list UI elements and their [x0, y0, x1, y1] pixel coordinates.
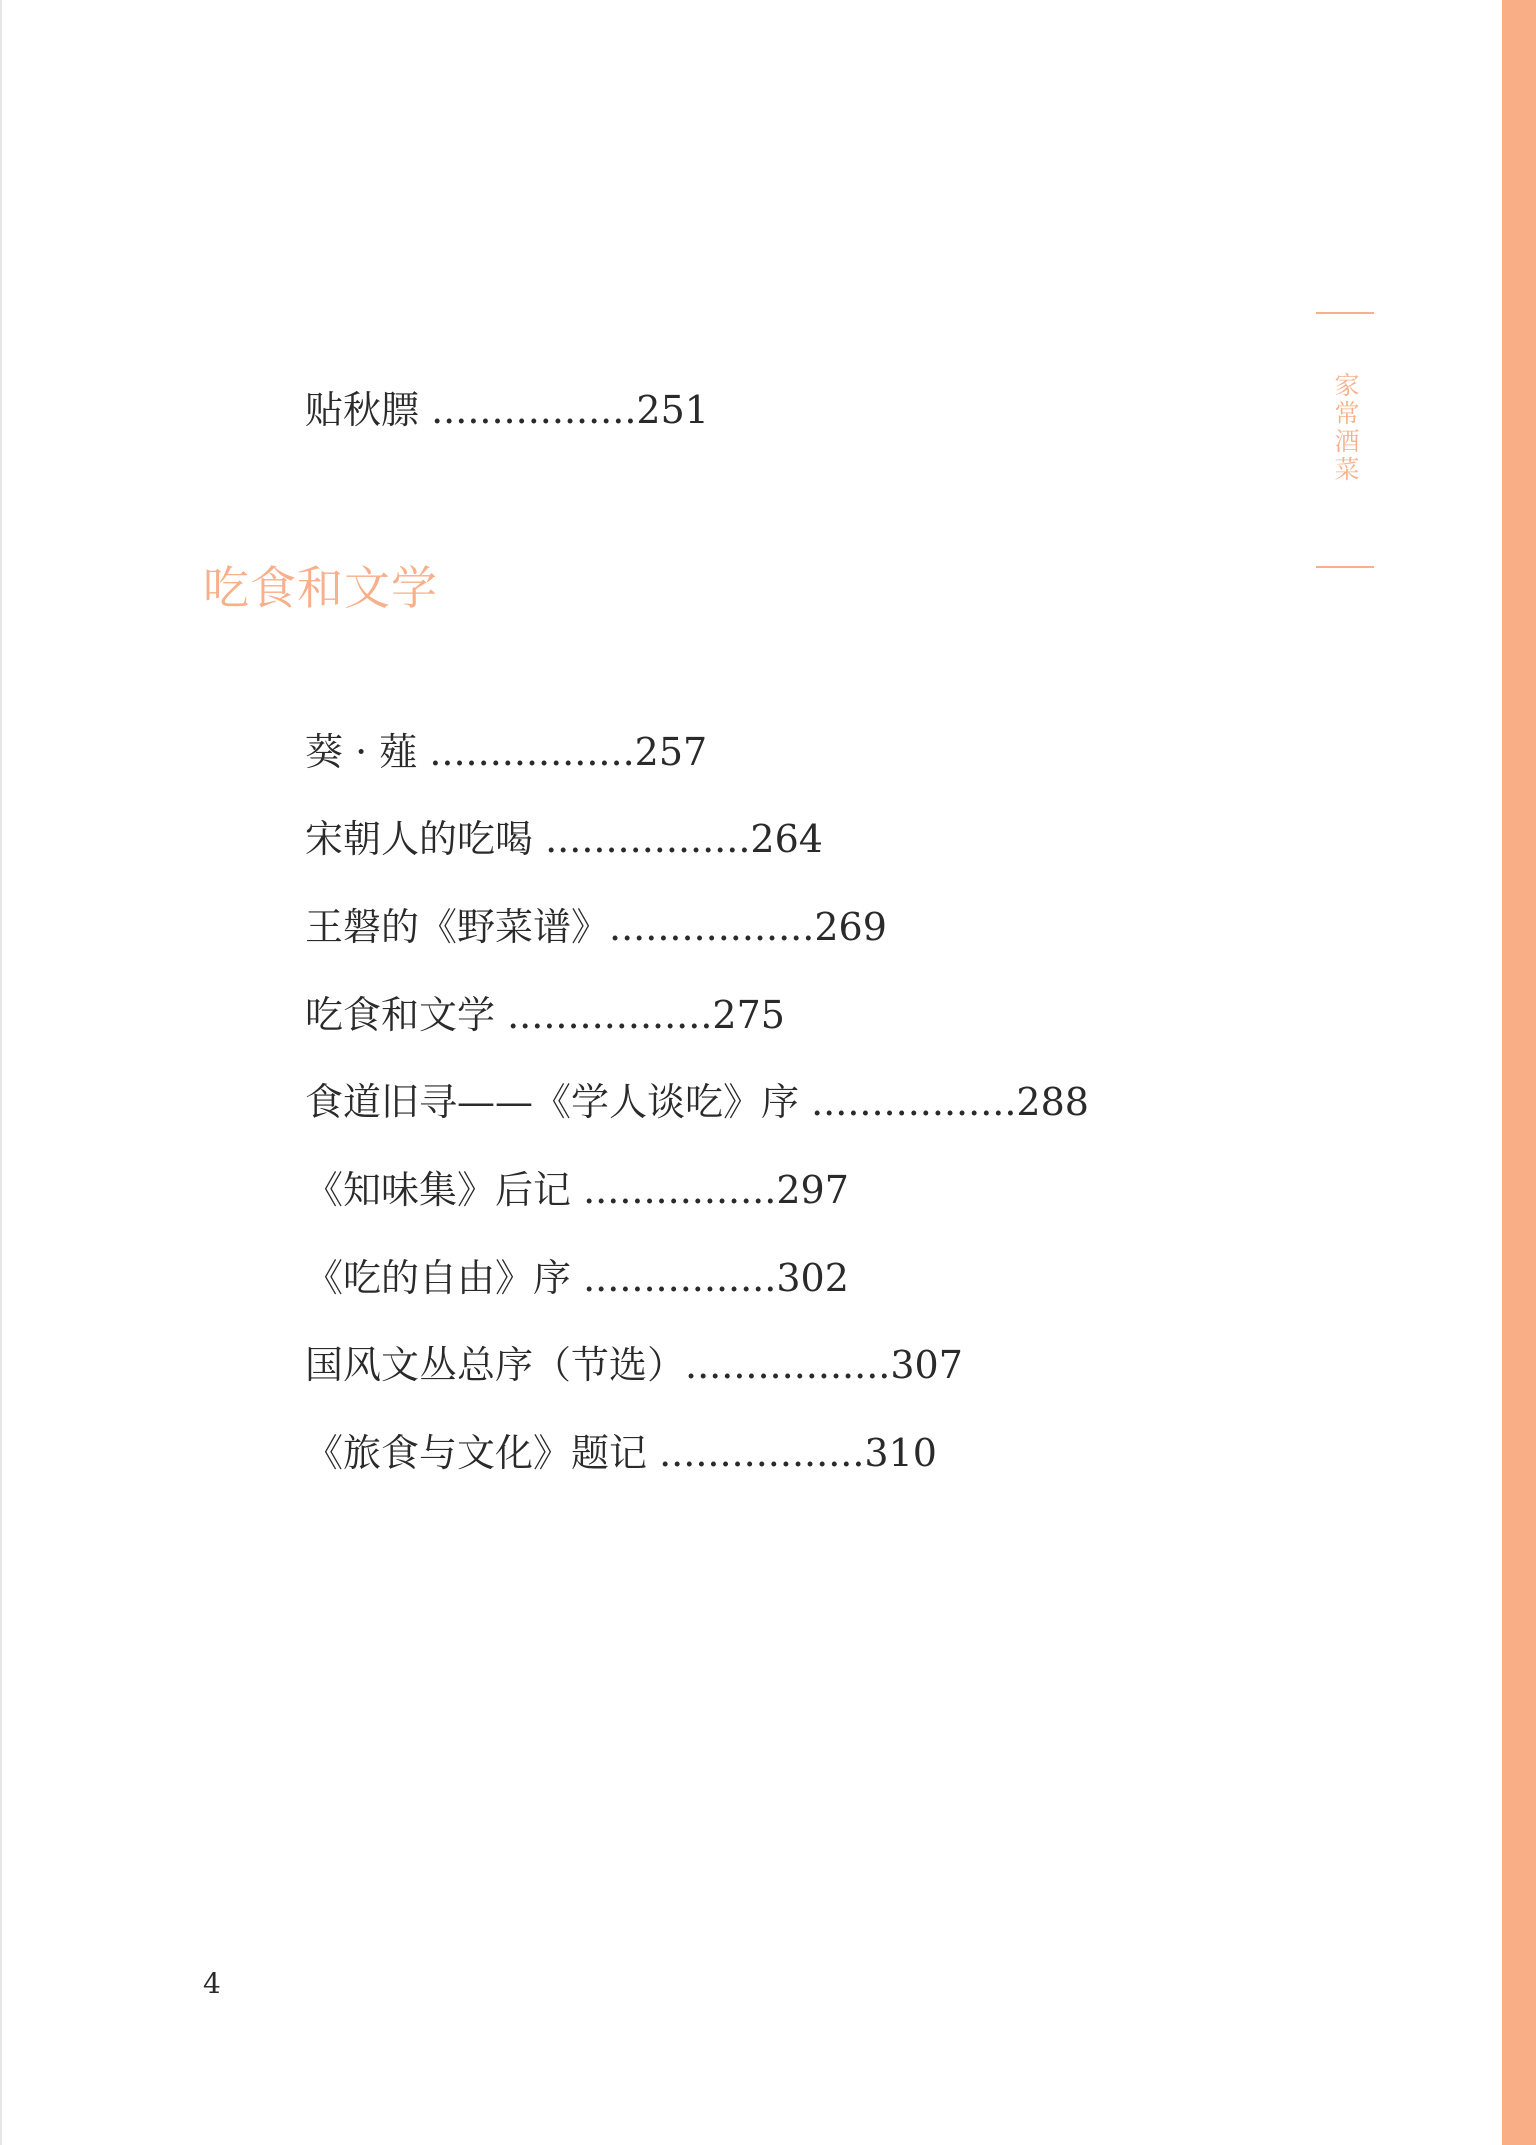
toc-entry[interactable]: 《旅食与文化》题记 .................310: [305, 1431, 937, 1475]
toc-entry[interactable]: 吃食和文学 .................275: [305, 993, 785, 1037]
side-color-band: [1502, 0, 1536, 2145]
toc-entry[interactable]: 《吃的自由》序 ................302: [305, 1256, 849, 1300]
toc-entry[interactable]: 宋朝人的吃喝 .................264: [305, 817, 823, 861]
running-head-rule-bottom: [1316, 566, 1374, 568]
running-head-rule-top: [1316, 312, 1374, 314]
section-heading: 吃食和文学: [203, 561, 438, 615]
toc-entry[interactable]: 国风文丛总序（节选）.................307: [305, 1343, 963, 1387]
toc-entry[interactable]: 王磐的《野菜谱》.................269: [305, 905, 887, 949]
page-number: 4: [203, 1967, 221, 2000]
toc-entry-top[interactable]: 贴秋膘 .................251: [305, 388, 709, 432]
page-left-edge: [0, 0, 2, 2145]
toc-entry[interactable]: 葵 · 薤 .................257: [305, 730, 708, 774]
running-head-title: 家常酒菜: [1331, 372, 1360, 484]
toc-entry[interactable]: 《知味集》后记 ................297: [305, 1168, 849, 1212]
toc-entry[interactable]: 食道旧寻——《学人谈吃》序 .................288: [305, 1080, 1089, 1124]
running-head: [1316, 312, 1374, 570]
